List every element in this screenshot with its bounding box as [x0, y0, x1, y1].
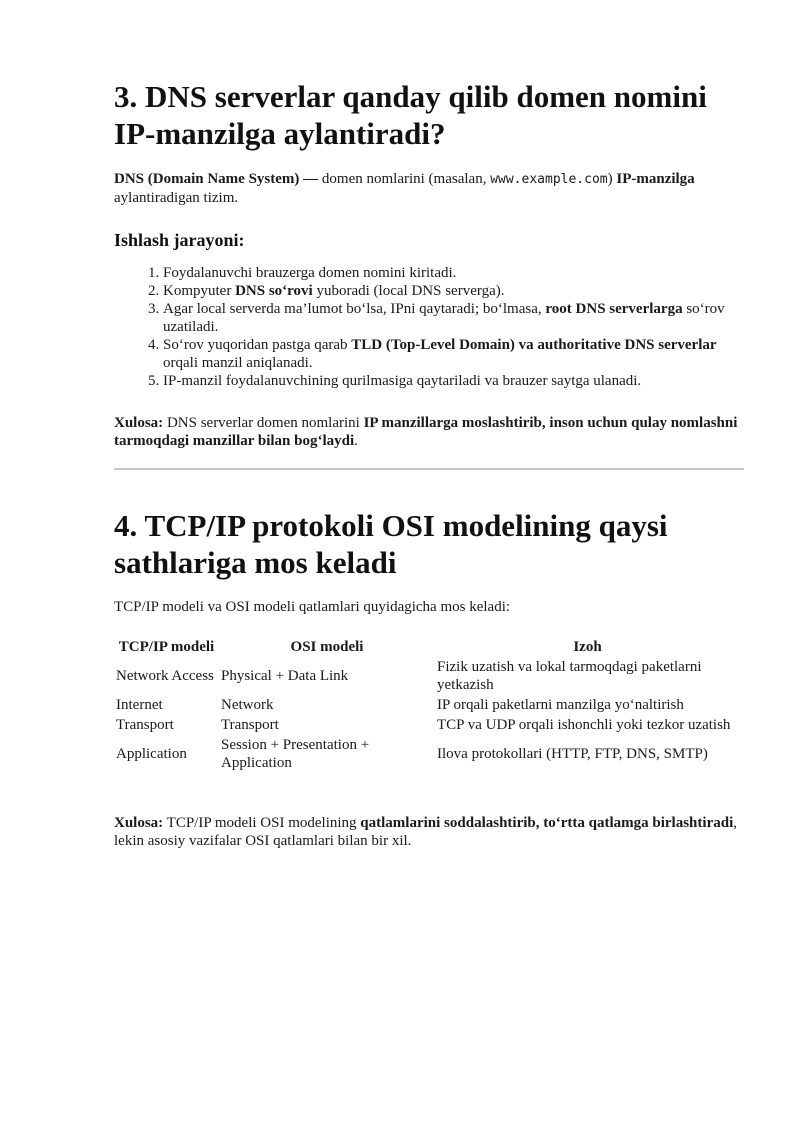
table-header-cell: TCP/IP modeli — [118, 639, 215, 655]
example-domain: www.example.com — [490, 172, 608, 187]
table-header-row — [114, 637, 740, 657]
section-4-intro: TCP/IP modeli va OSI modeli qatlamlari quyidagicha mos keladi: — [114, 599, 511, 615]
list-item: 2. Kompyuter DNS so‘rovi yuboradi (local DNS serverga). — [163, 282, 744, 300]
section-4-summary: Xulosa: TCP/IP modeli OSI modelining qatlamlarini soddalashtirib, to‘rtta qatlamga birlashtiradi, lekin asosiy vazifalar OSI qatlamlari bilan bir xil. — [114, 815, 737, 849]
list-item: 4. So‘rov yuqoridan pastga qarab TLD (Top-Level Domain) va authoritative DNS serverlar orqali manzil aniqlanadi. — [163, 336, 744, 372]
table-cell: Internet — [116, 697, 163, 713]
table-cell: Network — [221, 697, 274, 713]
table-cell: Transport — [221, 717, 279, 733]
process-heading: Ishlash jarayoni: — [114, 230, 245, 250]
section-4-title: 4. TCP/IP protokoli OSI modelining qaysi sathlariga mos keladi — [114, 508, 668, 580]
section-divider — [114, 468, 744, 470]
table-row — [114, 715, 740, 735]
table-row — [114, 735, 740, 773]
table-cell: Application — [116, 746, 187, 762]
table-header-cell: OSI modeli — [290, 639, 364, 655]
table-row — [114, 695, 740, 715]
table-cell: Ilova protokollari (HTTP, FTP, DNS, SMTP) — [437, 746, 708, 762]
table-cell: Fizik uzatish va lokal tarmoqdagi paketlarni yetkazish — [437, 659, 702, 693]
table-cell: Network Access — [116, 668, 214, 684]
table-cell: IP orqali paketlarni manzilga yo‘naltirish — [437, 697, 684, 713]
dns-definition: DNS (Domain Name System) — domen nomlarini (masalan, www.example.com) IP-manzilga aylantiradigan tizim. — [114, 171, 695, 206]
table-cell: Transport — [116, 717, 174, 733]
table-cell: Session + Presentation + Application — [221, 737, 370, 771]
tcpip-osi-table — [114, 637, 740, 773]
list-item: 1. Foydalanuvchi brauzerga domen nomini kiritadi. — [163, 264, 744, 282]
table-cell: Physical + Data Link — [221, 668, 349, 684]
process-steps-list — [114, 264, 744, 390]
table-row — [114, 657, 740, 695]
list-item: 3. Agar local serverda ma’lumot bo‘lsa, IPni qaytaradi; bo‘lmasa, root DNS serverlarga so‘rov uzatiladi. — [163, 300, 744, 336]
list-item: 5. IP-manzil foydalanuvchining qurilmasiga qaytariladi va brauzer saytga ulanadi. — [163, 372, 744, 390]
dns-term: DNS (Domain Name System) — — [114, 171, 319, 187]
table-header-cell: Izoh — [573, 639, 602, 655]
section-3-title: 3. DNS serverlar qanday qilib domen nomini IP-manzilga aylantiradi? — [114, 79, 707, 151]
table-cell: TCP va UDP orqali ishonchli yoki tezkor uzatish — [437, 717, 731, 733]
section-3-summary: Xulosa: DNS serverlar domen nomlarini IP manzillarga moslashtirib, inson uchun qulay nomlashni tarmoqdagi manzillar bilan bog‘laydi. — [114, 415, 738, 449]
